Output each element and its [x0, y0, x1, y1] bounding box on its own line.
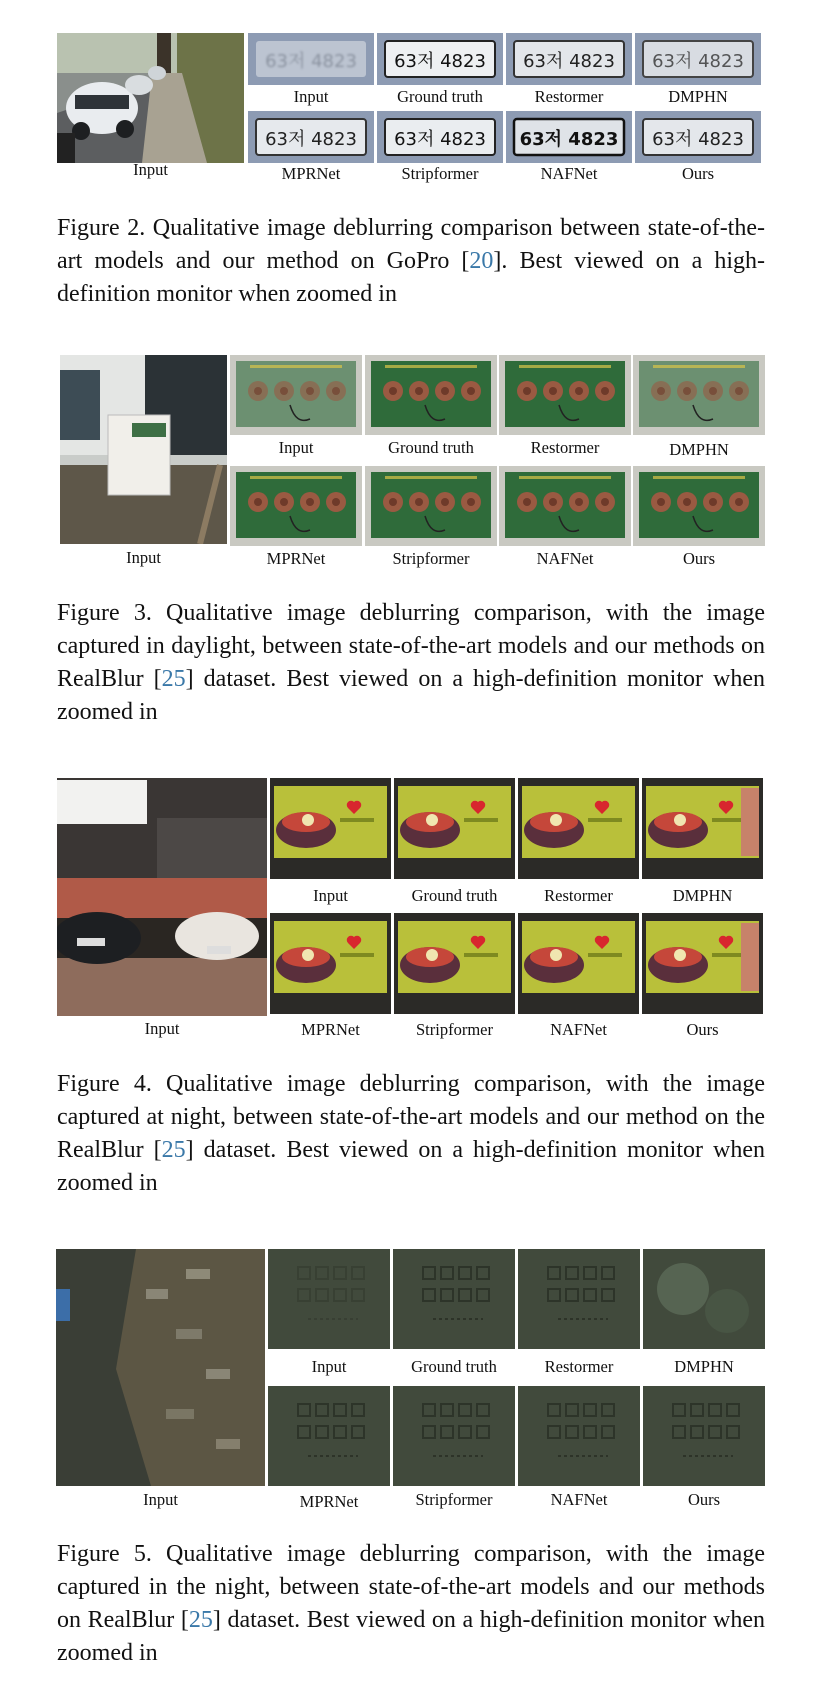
fig5-label-r1-1: Ground truth: [411, 1357, 497, 1376]
fig5-panel-dmphn: [643, 1249, 765, 1349]
fig2-plate-text: 63저 4823: [523, 51, 615, 72]
fig5-citation-link[interactable]: 25: [188, 1607, 213, 1633]
fig4-label-r2-3: Ours: [686, 1020, 719, 1039]
fig5-large-input-label: Input: [143, 1490, 178, 1509]
fig5-caption-text-a: Figure 5. Qualitative image deblurring comparison, with the image captured in the night, between state-of-the-art models and our methods on RealBlur [: [57, 1541, 765, 1633]
fig3-label-r2-2: NAFNet: [536, 549, 594, 568]
fig3-label-r2-0: MPRNet: [266, 549, 326, 568]
fig2-plate-text: 63저 4823: [265, 129, 357, 150]
fig4-label-r2-2: NAFNet: [550, 1020, 607, 1039]
fig4-panel-nafnet: [518, 913, 639, 1014]
fig3-panel-dmphn: [633, 355, 765, 435]
fig2-panel-restormer: [506, 33, 632, 85]
fig5-panel-nafnet: [518, 1386, 640, 1486]
fig5-panel-input: [268, 1249, 390, 1349]
fig3-panel-stripformer: [365, 466, 497, 546]
fig3-panel-ours: [633, 466, 765, 546]
fig3-panel-mprnet: [230, 466, 362, 546]
fig3-large-input-label: Input: [126, 548, 161, 567]
fig4-label-r2-1: Stripformer: [416, 1020, 493, 1039]
fig2-caption-text-a: Figure 2. Qualitative image deblurring comparison between state-of-the-art models and our method on GoPro [: [57, 215, 765, 274]
fig5-label-r2-0: MPRNet: [299, 1492, 359, 1511]
fig2-plate-text: 63저 4823: [394, 51, 486, 72]
fig4-label-r1-1: Ground truth: [411, 886, 498, 905]
fig2-label-r1-2: Restormer: [534, 87, 604, 106]
fig3-citation-link[interactable]: 25: [161, 666, 186, 692]
fig2-panel-dmphn: [635, 33, 761, 85]
fig5-panel-ground-truth: [393, 1249, 515, 1349]
fig5-panel-restormer: [518, 1249, 640, 1349]
fig3-label-r2-3: Ours: [682, 549, 716, 568]
fig4-citation-link[interactable]: 25: [161, 1137, 186, 1163]
fig2-plate-text: 63저 4823: [394, 129, 486, 150]
fig4-panel-ours: [642, 913, 763, 1014]
fig3-panel-input: [230, 355, 362, 435]
fig2-caption-text-b: ]. Best viewed on a high-definition monitor when zoomed in: [57, 248, 766, 307]
fig5-label-r2-3: Ours: [687, 1490, 721, 1509]
fig4-large-input-label: Input: [144, 1019, 180, 1038]
fig5-panel-mprnet: [268, 1386, 390, 1486]
fig3-caption-text-b: ] dataset. Best viewed on a high-definition monitor when zoomed in: [57, 666, 765, 725]
fig3-caption-text-a: Figure 3. Qualitative image deblurring comparison, with the image captured in daylight, between state-of-the-art models and our methods on RealBlur [: [57, 600, 765, 692]
fig3-panel-restormer: [499, 355, 631, 435]
fig2-large-input-image: [57, 33, 244, 163]
fig2-citation-link[interactable]: 20: [469, 248, 494, 274]
fig5-caption: [57, 1538, 765, 1670]
fig2-label-r2-2: NAFNet: [540, 164, 598, 183]
fig2-label-r1-0: Input: [293, 87, 329, 106]
fig2-panel-mprnet: [248, 111, 374, 163]
fig3-panel-ground-truth: [365, 355, 497, 435]
fig3-label-r1-2: Restormer: [530, 438, 600, 457]
fig5-large-input-image: [56, 1249, 265, 1486]
fig5-panel-stripformer: [393, 1386, 515, 1486]
fig2-label-r2-3: Ours: [681, 164, 715, 183]
fig4-caption-text-a: Figure 4. Qualitative image deblurring comparison, with the image captured at night, between state-of-the-art models and our method on the RealBlur [: [57, 1071, 765, 1163]
fig5-label-r1-0: Input: [311, 1357, 347, 1376]
fig3-label-r1-0: Input: [278, 438, 314, 457]
fig4-panel-input: [270, 778, 391, 879]
fig5-label-r2-1: Stripformer: [415, 1490, 493, 1509]
fig3-large-input-image: [60, 355, 227, 544]
fig2-panel-stripformer: [377, 111, 503, 163]
fig4-panel-dmphn: [642, 778, 763, 879]
fig2-label-r2-0: MPRNet: [281, 164, 341, 183]
fig2-plate-text: 63저 4823: [265, 51, 357, 72]
fig5-caption-text-b: ] dataset. Best viewed on a high-definition monitor when zoomed in: [57, 1607, 765, 1666]
fig2-plate-text: 63저 4823: [652, 129, 744, 150]
fig2-panel-ours: [635, 111, 761, 163]
fig2-plate-text: 63저 4823: [519, 129, 619, 150]
fig4-label-r1-3: DMPHN: [672, 886, 733, 905]
fig4-caption: [57, 1068, 765, 1200]
fig3-panel-nafnet: [499, 466, 631, 546]
fig2-label-r1-1: Ground truth: [397, 87, 483, 106]
figure-2: [0, 0, 825, 310]
fig4-panel-mprnet: [270, 913, 391, 1014]
fig2-panel-nafnet: [506, 111, 632, 163]
fig3-caption: [57, 597, 765, 729]
fig2-panel-input: [248, 33, 374, 85]
fig3-label-r2-1: Stripformer: [392, 549, 470, 568]
fig5-label-r1-3: DMPHN: [674, 1357, 734, 1376]
fig2-large-input-label: Input: [133, 160, 168, 179]
fig4-panel-restormer: [518, 778, 639, 879]
fig4-panel-stripformer: [394, 913, 515, 1014]
fig5-label-r2-2: NAFNet: [550, 1490, 608, 1509]
fig2-panel-ground-truth: [377, 33, 503, 85]
fig2-caption: [57, 212, 765, 311]
fig4-label-r1-0: Input: [313, 886, 348, 905]
fig4-label-r2-0: MPRNet: [301, 1020, 360, 1039]
fig5-panel-ours: [643, 1386, 765, 1486]
fig4-panel-ground-truth: [394, 778, 515, 879]
fig2-plate-text: 63저 4823: [652, 51, 744, 72]
fig2-label-r1-3: DMPHN: [668, 87, 728, 106]
fig5-label-r1-2: Restormer: [544, 1357, 614, 1376]
fig4-large-input-image: [57, 778, 267, 1016]
fig3-label-r1-3: DMPHN: [669, 440, 729, 459]
fig2-label-r2-1: Stripformer: [401, 164, 479, 183]
fig4-caption-text-b: ] dataset. Best viewed on a high-definition monitor when zoomed in: [57, 1137, 765, 1196]
fig3-label-r1-1: Ground truth: [388, 438, 474, 457]
fig4-label-r1-2: Restormer: [544, 886, 613, 905]
